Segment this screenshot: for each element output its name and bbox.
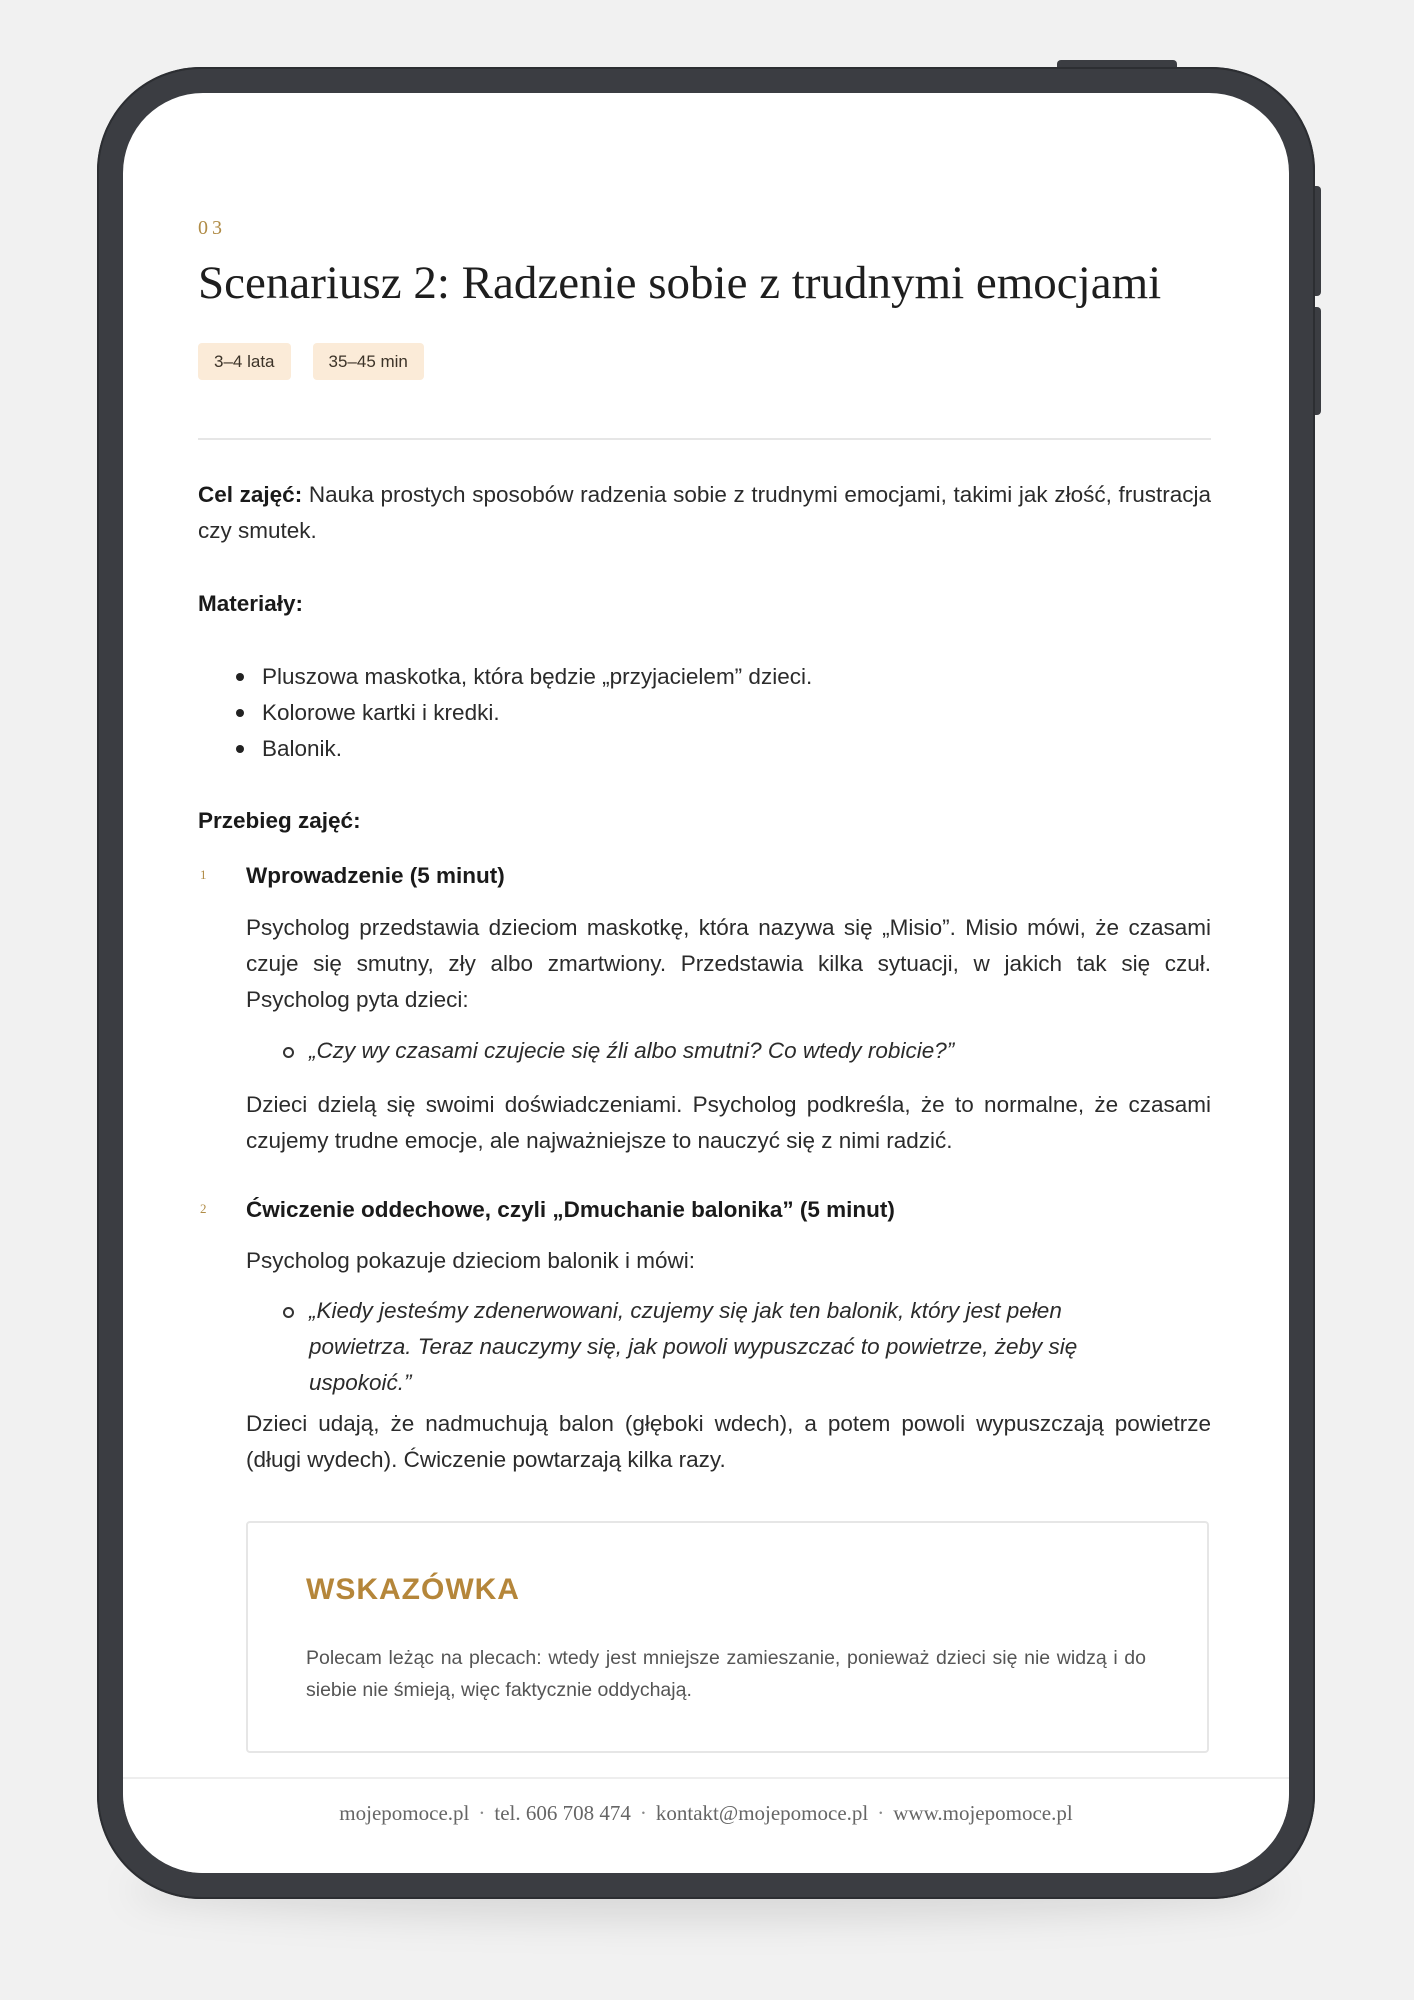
step-number: 1	[200, 867, 207, 882]
tip-title: WSKAZÓWKA	[306, 1573, 520, 1606]
footer-phone[interactable]: tel. 606 708 474	[494, 1801, 631, 1825]
footer-contact-line	[123, 1801, 1289, 1826]
step-title: Ćwiczenie oddechowe, czyli „Dmuchanie balonika” (5 minut)	[246, 1197, 895, 1222]
divider	[198, 438, 1211, 440]
page-footer	[123, 1777, 1289, 1873]
step-intro: Psycholog przedstawia dzieciom maskotkę, która nazywa się „Misio”. Misio mówi, że czasami czuje się smutny, zły albo zmartwiony. Przedstawia kilka sytuacji, w jakich tak się czuł. Psycholog pyta dzieci:	[246, 915, 1211, 1012]
circle-bullet-icon	[283, 1047, 294, 1058]
chapter-number: 03	[198, 217, 226, 239]
quote-text: „Kiedy jesteśmy zdenerwowani, czujemy się jak ten balonik, który jest pełen powietrza. Teraz nauczymy się, jak powoli wypuszczać to powietrze, żeby się uspokoić.”	[309, 1298, 1078, 1395]
step-intro: Psycholog pokazuje dzieciom balonik i mówi:	[246, 1248, 695, 1273]
quote-text: „Czy wy czasami czujecie się źli albo smutni? Co wtedy robicie?”	[309, 1038, 955, 1063]
goal-label: Cel zajęć:	[198, 482, 303, 507]
step-quote	[309, 1293, 1139, 1401]
tag-list	[198, 343, 424, 380]
step-quote	[309, 1033, 954, 1069]
step-outro: Dzieci dzielą się swoimi doświadczeniami. Psycholog podkreśla, że to normalne, że czasami czujemy trudne emocje, ale najważniejsze to nauczyć się z nimi radzić.	[246, 1092, 1211, 1153]
materials-list	[236, 659, 812, 767]
goal-text: Nauka prostych sposobów radzenia sobie z trudnymi emocjami, takimi jak złość, frustracja czy smutek.	[198, 482, 1211, 543]
age-tag: 3–4 lata	[198, 343, 291, 380]
circle-bullet-icon	[283, 1307, 294, 1318]
step-title: Wprowadzenie (5 minut)	[246, 863, 505, 888]
tablet-screen[interactable]	[123, 93, 1289, 1873]
tip-text: Polecam leżąc na plecach: wtedy jest mniejsze zamieszanie, ponieważ dzieci się nie widzą i do siebie nie śmieją, więc faktycznie oddychają.	[306, 1647, 1146, 1701]
page-title: Scenariusz 2: Radzenie sobie z trudnymi emocjami	[198, 257, 1162, 309]
footer-email-link[interactable]: kontakt@mojepomoce.pl	[655, 1801, 869, 1825]
footer-www-link[interactable]: www.mojepomoce.pl	[893, 1801, 1073, 1825]
step-outro: Dzieci udają, że nadmuchują balon (głęboki wdech), a potem powoli wypuszczają powietrze (długi wydech). Ćwiczenie powtarzają kilka razy.	[246, 1411, 1211, 1472]
list-item: Balonik.	[236, 731, 812, 767]
footer-separator: ·	[478, 1801, 486, 1825]
footer-separator: ·	[877, 1801, 885, 1825]
tip-box	[246, 1521, 1209, 1753]
materials-heading: Materiały:	[198, 591, 304, 616]
list-item: Kolorowe kartki i kredki.	[236, 695, 812, 731]
footer-separator: ·	[639, 1801, 647, 1825]
footer-site-link[interactable]: mojepomoce.pl	[339, 1801, 470, 1825]
flow-heading: Przebieg zajęć:	[198, 808, 361, 833]
step-number: 2	[200, 1201, 207, 1216]
goal-paragraph	[198, 477, 1211, 549]
duration-tag: 35–45 min	[313, 343, 424, 380]
list-item: Pluszowa maskotka, która będzie „przyjacielem” dzieci.	[236, 659, 812, 695]
